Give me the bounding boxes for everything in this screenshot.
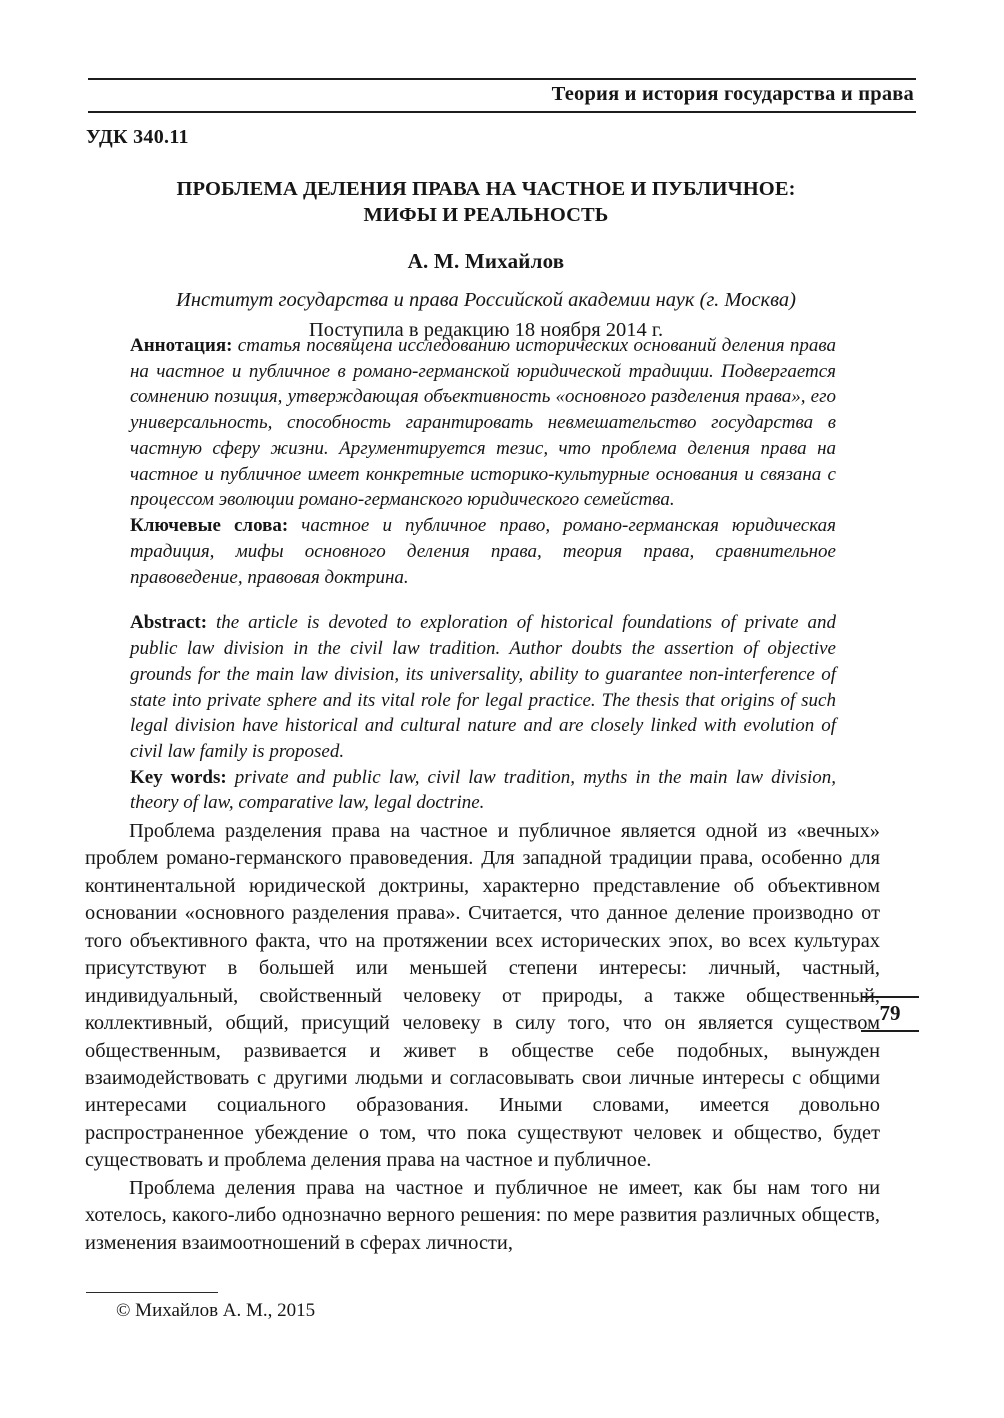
abstract-section <box>130 333 836 816</box>
abstract-ru-label: Аннотация: <box>130 335 233 356</box>
keywords-ru <box>130 513 836 590</box>
abstract-ru-text: статья посвящена исследованию исторических оснований деления права на частное и публичное в романо-германской юридической традиции. Подвергается сомнению позиция, утверждающая объективность «основного разделения права», его универсальность, способность гарантировать невмешательство государства в частную сферу жизни. Аргументируется тезис, что проблема деления права на частное и публичное имеет конкретные историко-культурные основания и связана с процессом эволюции романо-германского юридического семейства. <box>130 335 836 511</box>
keywords-en-text: private and public law, civil law tradition, myths in the main law division, theory of law, comparative law, legal doctrine. <box>130 766 836 814</box>
running-head-block <box>88 78 916 113</box>
article-body <box>85 818 880 1257</box>
abstract-spacer <box>130 590 836 610</box>
keywords-en-label: Key words: <box>130 766 227 788</box>
abstract-en-text: the article is devoted to exploration of historical foundations of private and public law division in the civil law tradition. Author doubts the assertion of objective grounds for the main law division, its universality, ability to guarantee non-interference of state into private sphere and its vital role for legal practice. The thesis that origins of such legal division have historical and cultural nature and are closely linked with evolution of civil law family is proposed. <box>130 612 836 763</box>
author-name: А. М. Михайлов <box>407 249 565 274</box>
title-line-1: ПРОБЛЕМА ДЕЛЕНИЯ ПРАВА НА ЧАСТНОЕ И ПУБЛИЧНОЕ: <box>176 178 796 200</box>
keywords-ru-label: Ключевые слова: <box>130 515 289 537</box>
page-number: 79 <box>879 1001 901 1025</box>
abstract-en-label: Abstract: <box>130 612 208 634</box>
body-paragraph: Проблема разделения права на частное и публичное является одной из «вечных» проблем романо-германского правоведения. Для западной традиции права, особенно для континентальной юридической доктрины, характерно представление об объективном основании «основного разделения права». Считается, что данное деление производно от того объективного факта, что на протяжении всех исторических эпох, во всех культурах присутствуют в большей или меньшей степени интересы: личный, частный, индивидуальный, свойственный человеку от природы, а также общественный, коллективный, общий, присущий человеку в силу того, что он является существом общественным, развивается и живет в обществе себе подобных, вынужден взаимодействовать с другими людьми и согласовывать свои личные интересы с общими интересами социального образования. Иными словами, имеется довольно распространенное убеждение о том, что пока существуют человек и общество, будет существовать и проблема деления права на частное и публичное. <box>85 820 880 1172</box>
udk-code: УДК 340.11 <box>86 126 189 148</box>
body-paragraph: Проблема деления права на частное и публичное не имеет, как бы нам того ни хотелось, какого-либо однозначно верного решения: по мере развития различных обществ, изменения взаимоотношений в сферах личности, <box>85 1176 880 1254</box>
received-date: Поступила в редакцию 18 ноября 2014 г. <box>308 319 664 342</box>
keywords-ru-text: частное и публичное право, романо-германская юридическая традиция, мифы основного деления права, теория права, сравнительное правоведение, правовая доктрина. <box>130 515 836 588</box>
page-number-marker <box>861 996 919 1032</box>
copyright-notice: © Михайлов А. М., 2015 <box>116 1300 316 1321</box>
keywords-en <box>130 765 836 816</box>
running-head-rule-bottom <box>88 111 916 113</box>
title-line-2: МИФЫ И РЕАЛЬНОСТЬ <box>363 204 609 227</box>
abstract-en <box>130 610 836 764</box>
running-head-text: Теория и история государства и права <box>551 83 914 105</box>
author-affiliation: Институт государства и права Российской академии наук (г. Москва) <box>176 289 796 312</box>
abstract-ru <box>130 333 836 513</box>
title-block <box>86 176 886 342</box>
page-title <box>86 176 886 228</box>
footnote-block <box>86 1292 486 1322</box>
page-number-rule-bottom <box>861 1030 919 1032</box>
